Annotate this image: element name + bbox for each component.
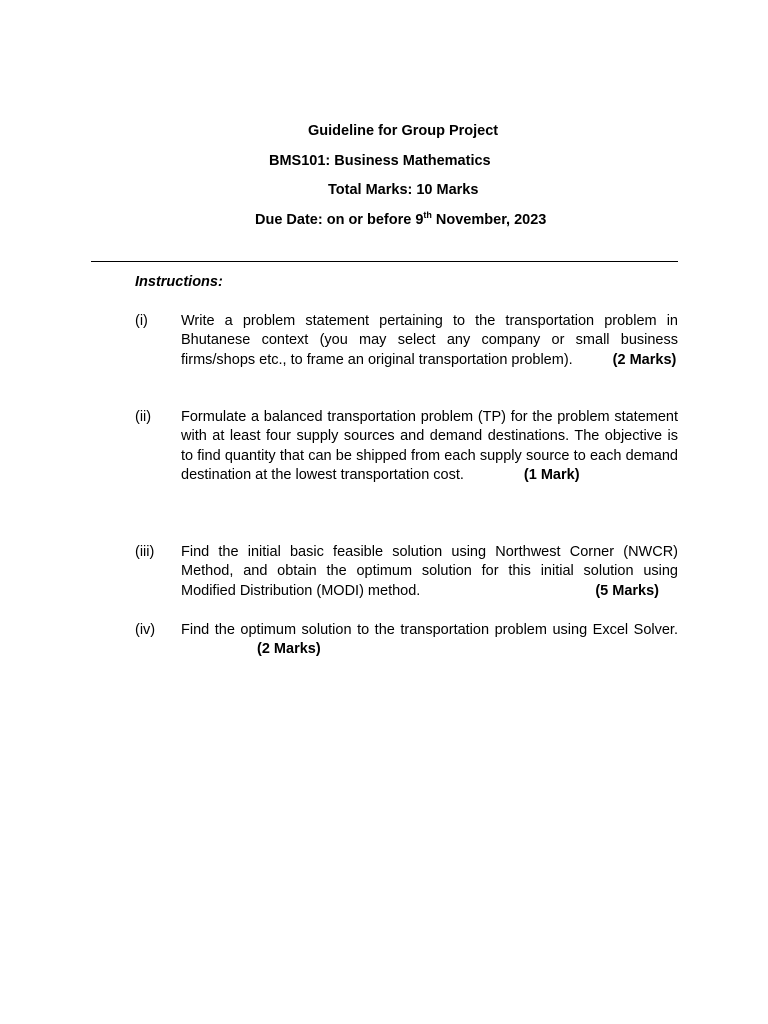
instruction-item [135, 408, 678, 485]
instruction-item [135, 621, 678, 660]
instruction-number: (i) [135, 313, 148, 329]
instructions-heading: Instructions: [135, 274, 223, 290]
due-date-prefix: Due Date: on or before 9 [255, 212, 424, 228]
instruction-text [181, 543, 678, 601]
course-name: BMS101: Business Mathematics [269, 153, 491, 169]
instruction-text [181, 621, 678, 660]
instruction-number: (iii) [135, 544, 155, 560]
instruction-text [181, 312, 678, 370]
instruction-marks: (2 Marks) [257, 641, 321, 658]
instruction-number: (ii) [135, 409, 152, 425]
instruction-item [135, 543, 678, 601]
instruction-marks: (1 Mark) [523, 466, 580, 483]
due-date [255, 211, 546, 229]
horizontal-divider [91, 261, 678, 262]
total-marks: Total Marks: 10 Marks [328, 182, 479, 198]
instruction-body: Formulate a balanced transportation problem (TP) for the problem statement with at least four supply sources and demand destinations. The objective is to find quantity that can be shipped from each supply source to each demand destination at the lowest transportation cost. [181, 409, 678, 483]
instruction-body: Find the initial basic feasible solution using Northwest Corner (NWCR) Method, and obtain the optimum solution for this initial solution using Modified Distribution (MODI) method. [181, 544, 678, 599]
due-date-suffix: November, 2023 [431, 212, 547, 228]
instruction-text [181, 408, 678, 485]
instruction-body: Find the optimum solution to the transportation problem using Excel Solver. [181, 622, 678, 638]
instruction-item [135, 312, 678, 370]
instruction-marks: (2 Marks) [612, 351, 677, 368]
instruction-number: (iv) [135, 622, 156, 638]
instruction-body: Write a problem statement pertaining to the transportation problem in Bhutanese context (you may select any company or small business firms/shops etc., to frame an original transportation problem). [181, 313, 678, 368]
instruction-marks: (5 Marks) [595, 582, 659, 599]
due-date-superscript: th [423, 210, 432, 221]
document-title: Guideline for Group Project [308, 123, 499, 139]
